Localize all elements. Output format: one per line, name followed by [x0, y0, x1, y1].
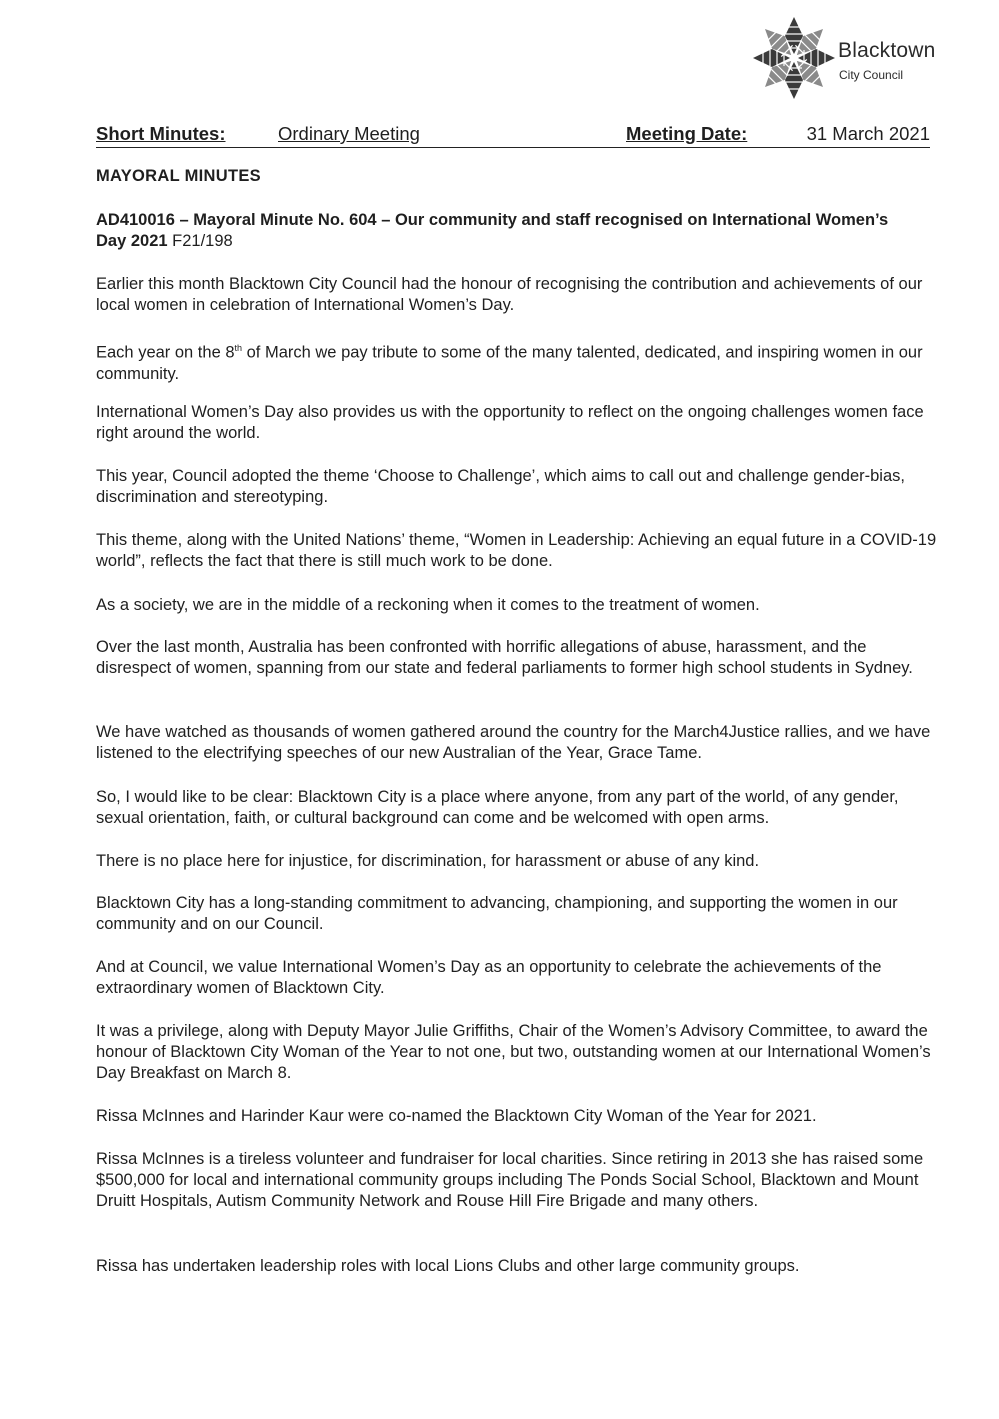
council-logo: [752, 16, 952, 106]
paragraph: International Women’s Day also provides us with the opportunity to reflect on the ongoing challenges women face right around the world.: [96, 403, 924, 442]
item-title-text: AD410016 – Mayoral Minute No. 604 – Our community and staff recognised on International Women’s Day 2021: [96, 211, 889, 250]
paragraph: So, I would like to be clear: Blacktown City is a place where anyone, from any part of the world, of any gender, sexual orientation, faith, or cultural background can come and be welcomed with open arms.: [96, 788, 899, 827]
star-logo-icon: [752, 16, 836, 100]
paragraph: Earlier this month Blacktown City Council had the honour of recognising the contribution and achievements of our local women in celebration of International Women’s Day.: [96, 275, 923, 314]
paragraph: There is no place here for injustice, for discrimination, for harassment or abuse of any kind.: [96, 852, 760, 870]
paragraph: We have watched as thousands of women gathered around the country for the March4Justice rallies, and we have listened to the electrifying speeches of our new Australian of the Year, Grace Tame.: [96, 723, 931, 762]
paragraph: Rissa McInnes is a tireless volunteer and fundraiser for local charities. Since retiring in 2013 she has raised some $500,000 for local and international community groups including The Ponds Social School, Blacktown and Mount Druitt Hospitals, Autism Community Network and Rouse Hill Fire Brigade and many others.: [96, 1150, 924, 1210]
item-title: [96, 210, 916, 252]
item-file-ref: F21/198: [172, 232, 233, 250]
meeting-type: Ordinary Meeting: [278, 123, 420, 144]
section-title: MAYORAL MINUTES: [96, 167, 261, 185]
paragraph: Rissa McInnes and Harinder Kaur were co-named the Blacktown City Woman of the Year for 2021.: [96, 1107, 817, 1125]
paragraph: Blacktown City has a long-standing commitment to advancing, championing, and supporting the women in our community and on our Council.: [96, 894, 898, 933]
short-minutes-label: Short Minutes:: [96, 123, 226, 144]
paragraph: Over the last month, Australia has been confronted with horrific allegations of abuse, harassment, and the disrespect of women, spanning from our state and federal parliaments to former high school students in Sydney.: [96, 638, 913, 677]
meeting-date-label: Meeting Date:: [626, 123, 748, 144]
paragraph: Rissa has undertaken leadership roles with local Lions Clubs and other large community groups.: [96, 1257, 800, 1275]
paragraph: As a society, we are in the middle of a reckoning when it comes to the treatment of women.: [96, 596, 760, 614]
paragraph: Each year on the 8th of March we pay tribute to some of the many talented, dedicated, and inspiring women in our community.: [96, 343, 923, 383]
minutes-header: [96, 123, 930, 148]
logo-subname: City Council: [839, 68, 904, 82]
paragraph: And at Council, we value International Women’s Day as an opportunity to celebrate the achievements of the extraordinary women of Blacktown City.: [96, 958, 882, 997]
paragraph: This theme, along with the United Nations’ theme, “Women in Leadership: Achieving an equal future in a COVID-19 world”, reflects the fact that there is still much work to be done.: [96, 531, 937, 570]
paragraph: This year, Council adopted the theme ‘Choose to Challenge’, which aims to call out and challenge gender-bias, discrimination and stereotyping.: [96, 467, 905, 506]
meeting-date: 31 March 2021: [806, 123, 930, 144]
logo-name: Blacktown: [838, 39, 936, 62]
paragraph: It was a privilege, along with Deputy Mayor Julie Griffiths, Chair of the Women’s Advisory Committee, to award the honour of Blacktown City Woman of the Year to not one, but two, outstanding women at our International Women’s Day Breakfast on March 8.: [96, 1022, 931, 1082]
